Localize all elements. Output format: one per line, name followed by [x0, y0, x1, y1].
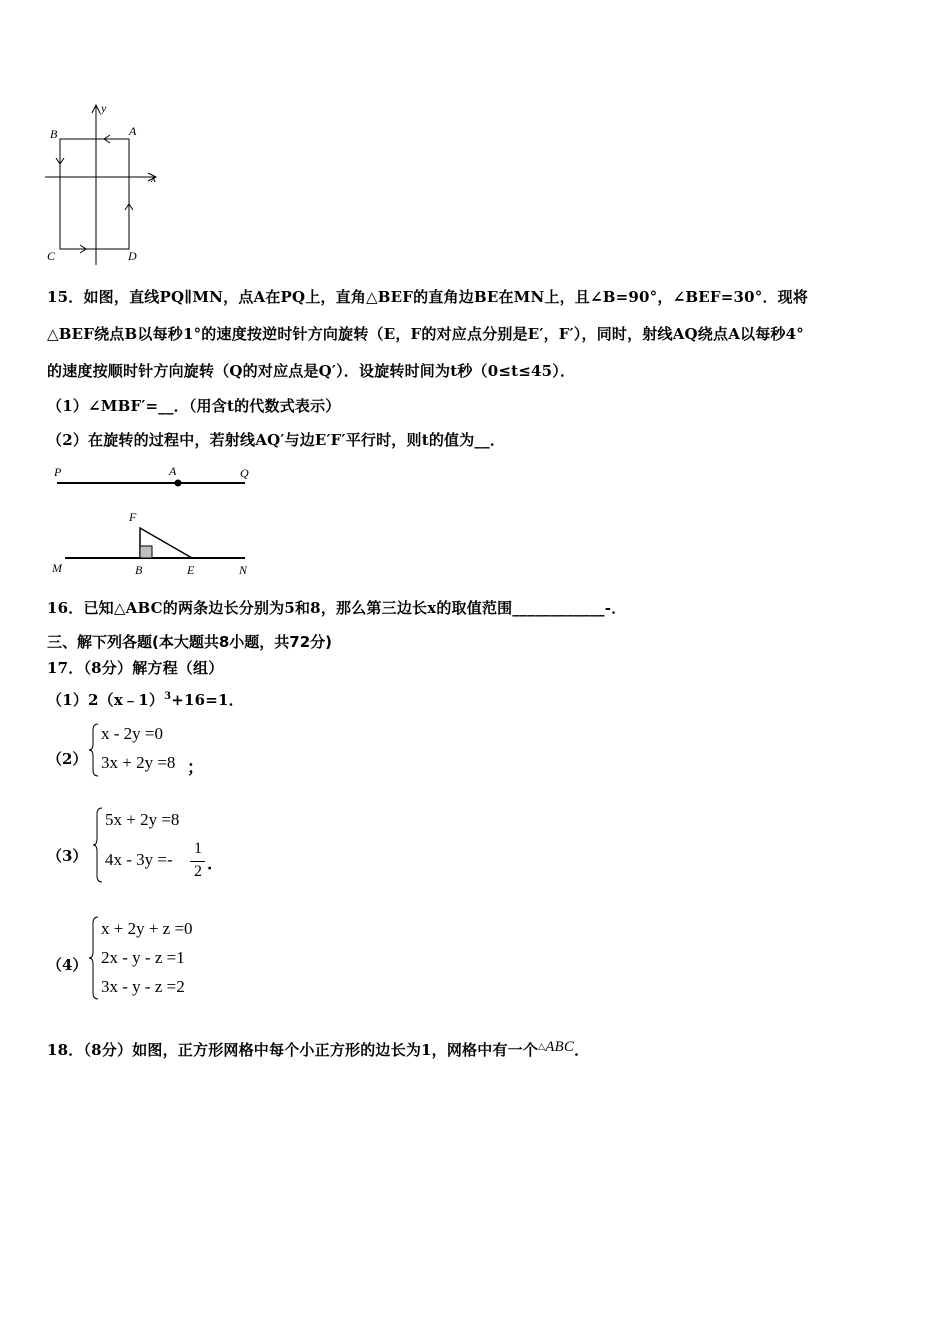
label-b2: B: [135, 563, 143, 577]
label-e: E: [187, 563, 195, 577]
q17-part4-eq1: x + 2y + z =0: [101, 919, 193, 938]
label-d: D: [128, 249, 137, 263]
q17-part3-brace: [92, 806, 104, 884]
label-n: N: [239, 563, 248, 577]
q17-part3-numerator: 1: [194, 840, 202, 857]
figure-parallel-lines-triangle: [45, 460, 265, 585]
q15-part1: （1）∠MBF′=__．（用含t的代数式表示）: [47, 397, 341, 415]
figure-coordinate-rectangle: [40, 100, 170, 270]
label-c: C: [47, 249, 56, 263]
q17-part1-pre: （1）2（x﹣1）: [47, 691, 165, 709]
q17-part1-exponent: 3: [164, 691, 172, 702]
point-a: [175, 480, 182, 487]
q17-part2-end: ；: [187, 758, 204, 777]
label-p: P: [54, 465, 62, 479]
label-b: B: [50, 127, 58, 141]
q17-title: 17．（8分）解方程（组）: [47, 659, 224, 677]
label-q: Q: [240, 466, 249, 480]
q17-part3-denominator: 2: [194, 863, 202, 880]
rectangle-abdc: [60, 139, 129, 249]
q15-line3: 的速度按顺时针方向旋转（Q的对应点是Q′）．设旋转时间为t秒（0≤t≤45）．: [47, 362, 576, 380]
q17-part2-eq2: 3x + 2y =8: [101, 753, 176, 772]
label-f: F: [129, 510, 137, 524]
q17-part3-label: （3）: [47, 847, 88, 865]
q18-text: [47, 1039, 589, 1060]
label-y: y: [101, 101, 107, 115]
label-a2: A: [169, 464, 177, 478]
q17-part3-end: ．: [207, 854, 224, 873]
section-3-title: 三、解下列各题(本大题共8小题，共72分): [47, 633, 333, 651]
q17-part2-eq1: x - 2y =0: [101, 724, 163, 743]
q18-main: 18．（8分）如图，正方形网格中每个小正方形的边长为1，网格中有一个: [47, 1041, 539, 1059]
q17-part4-label: （4）: [47, 956, 88, 974]
q17-part3-fraction-bar: [190, 861, 205, 862]
q18-abc: ABC: [545, 1039, 575, 1055]
q17-part4-eq3: 3x - y - z =2: [101, 977, 185, 996]
right-angle-mark: [140, 546, 152, 558]
q15-part2: （2）在旋转的过程中，若射线AQ′与边E′F′平行时，则t的值为__．: [47, 431, 506, 449]
q18-end: ．: [574, 1041, 590, 1059]
q16-text: 16．已知△ABC的两条边长分别为5和8，那么第三边长x的取值范围____________-．: [47, 599, 627, 617]
q17-part2-label: （2）: [47, 750, 88, 768]
q17-part4-brace: [88, 915, 100, 1001]
q17-part3-eq1: 5x + 2y =8: [105, 810, 180, 829]
q18-triangle-symbol: △: [538, 1042, 546, 1052]
q15-line2: △BEF绕点B以每秒1°的速度按逆时针方向旋转（E，F的对应点分别是E′，F′），同时，射线AQ绕点A以每秒4°: [47, 325, 804, 343]
q17-part1: [47, 689, 244, 710]
q17-part1-post: +16=1．: [171, 691, 244, 709]
q15-line1: 15．如图，直线PQ∥MN，点A在PQ上，直角△BEF的直角边BE在MN上，且∠B=90°，∠BEF=30°．现将: [47, 288, 809, 306]
label-m: M: [52, 561, 62, 575]
q17-part4-eq2: 2x - y - z =1: [101, 948, 185, 967]
q17-part3-eq2: 4x - 3y =-: [105, 850, 173, 869]
label-x: x: [151, 171, 157, 185]
label-a: A: [129, 124, 137, 138]
q17-part2-brace: [88, 722, 100, 778]
